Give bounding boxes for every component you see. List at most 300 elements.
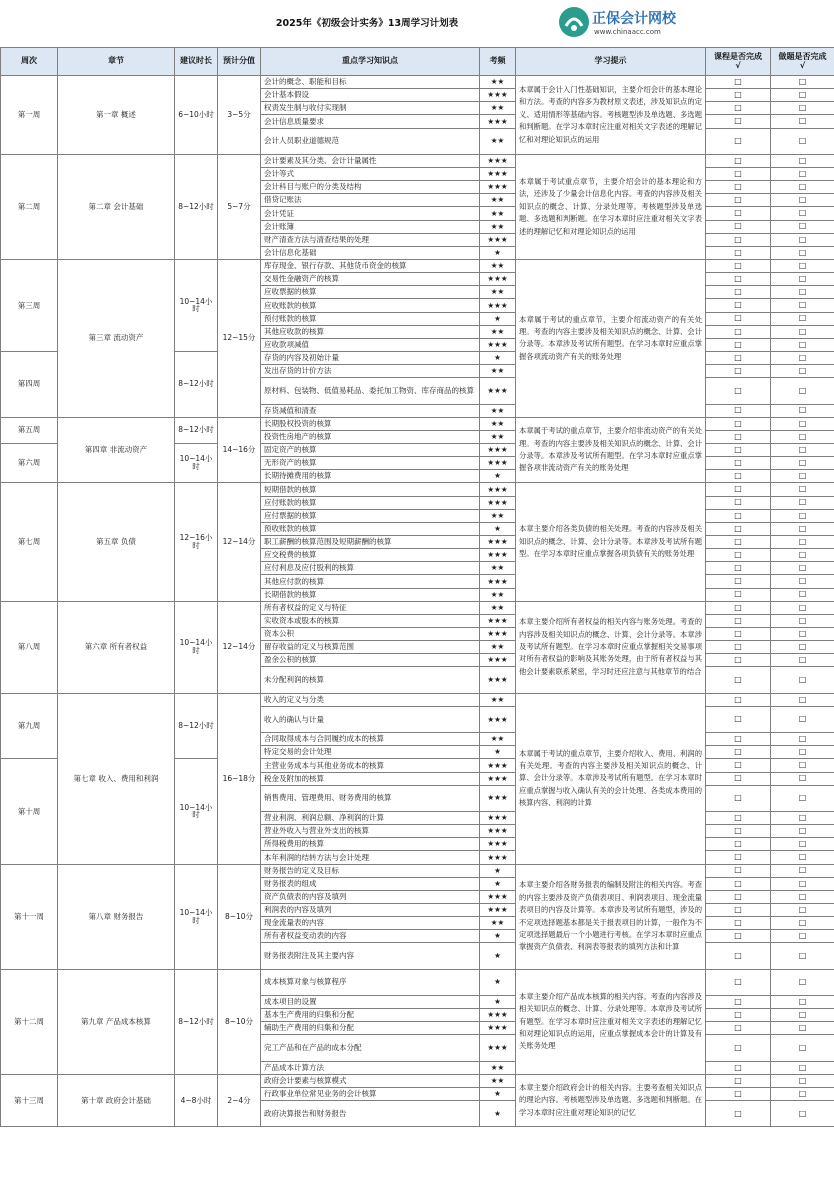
col-frequency: 考频 (480, 48, 516, 76)
exercise-done-checkbox[interactable]: □ (771, 627, 834, 640)
exercise-done-checkbox[interactable]: □ (771, 1087, 834, 1100)
course-done-checkbox[interactable]: □ (706, 969, 771, 995)
course-done-checkbox[interactable]: □ (706, 838, 771, 851)
exercise-done-checkbox[interactable]: □ (771, 825, 834, 838)
course-done-checkbox[interactable]: □ (706, 759, 771, 772)
chapter-cell: 第二章 会计基础 (58, 154, 175, 259)
exercise-done-checkbox[interactable]: □ (771, 575, 834, 588)
knowledge-point: 存货的内容及初始计量 (261, 351, 480, 364)
knowledge-point: 资本公积 (261, 627, 480, 640)
study-tip: 本章属于考试的重点章节，主要介绍流动资产的有关处理。考查的内容主要涉及相关知识点的概念、计算、会计分录等。本章涉及考试所有题型。在学习本章时应重点掌握各项流动资产有关的账务处理 (516, 259, 706, 417)
course-done-checkbox[interactable]: □ (706, 930, 771, 943)
duration-cell: 10~14小时 (175, 759, 218, 864)
score-cell: 16~18分 (218, 693, 261, 864)
frequency-stars: ★★★ (480, 903, 516, 916)
course-done-checkbox[interactable]: □ (706, 1087, 771, 1100)
check-mark: √ (799, 60, 806, 70)
course-done-checkbox[interactable]: □ (706, 168, 771, 181)
duration-cell: 8~12小时 (175, 969, 218, 1074)
course-done-checkbox[interactable]: □ (706, 746, 771, 759)
frequency-stars: ★ (480, 930, 516, 943)
course-done-checkbox[interactable]: □ (706, 443, 771, 456)
exercise-done-checkbox[interactable]: □ (771, 76, 834, 89)
brand-name: 正保会计网校 (592, 11, 676, 27)
frequency-stars: ★★★ (480, 575, 516, 588)
frequency-stars: ★★★ (480, 168, 516, 181)
knowledge-point: 销售费用、管理费用、财务费用的核算 (261, 785, 480, 811)
study-tip: 本章属于考试的重点章节，主要介绍收入、费用、利润的有关处理。考查的内容主要涉及相关知识点的概念、计算、会计分录等。本章涉及考试所有题型。在学习本章时应重点掌握与收入确认有关的会计处理、各类成本费用的核算内容、利润的计算 (516, 693, 706, 864)
knowledge-point: 盈余公积的核算 (261, 654, 480, 667)
course-done-checkbox[interactable]: □ (706, 614, 771, 627)
knowledge-point: 行政事业单位常见业务的会计核算 (261, 1087, 480, 1100)
exercise-done-checkbox[interactable]: □ (771, 496, 834, 509)
exercise-done-checkbox[interactable]: □ (771, 443, 834, 456)
course-done-checkbox[interactable]: □ (706, 378, 771, 404)
frequency-stars: ★ (480, 877, 516, 890)
course-done-checkbox[interactable]: □ (706, 312, 771, 325)
duration-cell: 12~16小时 (175, 483, 218, 601)
exercise-done-checkbox[interactable]: □ (771, 430, 834, 443)
course-done-checkbox[interactable]: □ (706, 917, 771, 930)
duration-cell: 10~14小时 (175, 443, 218, 482)
exercise-done-checkbox[interactable]: □ (771, 877, 834, 890)
frequency-stars: ★★★ (480, 1009, 516, 1022)
exercise-done-checkbox[interactable]: □ (771, 207, 834, 220)
course-done-checkbox[interactable]: □ (706, 404, 771, 417)
exercise-done-checkbox[interactable]: □ (771, 562, 834, 575)
knowledge-point: 交易性金融资产的核算 (261, 273, 480, 286)
knowledge-point: 会计基本假设 (261, 89, 480, 102)
week-cell: 第十周 (1, 759, 58, 864)
frequency-stars: ★★ (480, 194, 516, 207)
exercise-done-checkbox[interactable]: □ (771, 903, 834, 916)
exercise-done-checkbox[interactable]: □ (771, 181, 834, 194)
exercise-done-checkbox[interactable]: □ (771, 1022, 834, 1035)
course-done-checkbox[interactable]: □ (706, 509, 771, 522)
course-done-checkbox[interactable]: □ (706, 457, 771, 470)
course-done-checkbox[interactable]: □ (706, 1074, 771, 1087)
frequency-stars: ★★★ (480, 273, 516, 286)
course-done-checkbox[interactable]: □ (706, 286, 771, 299)
course-done-checkbox[interactable]: □ (706, 115, 771, 128)
knowledge-point: 无形资产的核算 (261, 457, 480, 470)
exercise-done-checkbox[interactable]: □ (771, 233, 834, 246)
frequency-stars: ★★ (480, 417, 516, 430)
course-done-checkbox[interactable]: □ (706, 273, 771, 286)
frequency-stars: ★★ (480, 430, 516, 443)
course-done-checkbox[interactable]: □ (706, 1009, 771, 1022)
course-done-checkbox[interactable]: □ (706, 325, 771, 338)
study-plan-table (0, 47, 834, 1127)
exercise-done-checkbox[interactable]: □ (771, 772, 834, 785)
course-done-checkbox[interactable]: □ (706, 483, 771, 496)
course-done-checkbox[interactable]: □ (706, 733, 771, 746)
knowledge-point: 基本生产费用的归集和分配 (261, 1009, 480, 1022)
frequency-stars: ★ (480, 246, 516, 259)
knowledge-point: 其他应收款的核算 (261, 325, 480, 338)
course-done-checkbox[interactable]: □ (706, 877, 771, 890)
brand-logo-icon (558, 6, 590, 38)
course-done-checkbox[interactable]: □ (706, 89, 771, 102)
course-done-checkbox[interactable]: □ (706, 667, 771, 693)
course-done-checkbox[interactable]: □ (706, 943, 771, 969)
col-exercise-done (771, 48, 834, 76)
chapter-cell: 第四章 非流动资产 (58, 417, 175, 483)
frequency-stars: ★★ (480, 1074, 516, 1087)
knowledge-point: 未分配利润的核算 (261, 667, 480, 693)
frequency-stars: ★ (480, 470, 516, 483)
exercise-done-checkbox[interactable]: □ (771, 338, 834, 351)
exercise-done-checkbox[interactable]: □ (771, 286, 834, 299)
course-done-checkbox[interactable]: □ (706, 430, 771, 443)
course-done-checkbox[interactable]: □ (706, 246, 771, 259)
course-done-checkbox[interactable]: □ (706, 654, 771, 667)
knowledge-point: 留存收益的定义与核算范围 (261, 641, 480, 654)
frequency-stars: ★ (480, 1101, 516, 1127)
table-row (1, 693, 834, 706)
week-cell: 第十二周 (1, 969, 58, 1074)
frequency-stars: ★ (480, 1087, 516, 1100)
course-done-checkbox[interactable]: □ (706, 995, 771, 1008)
check-mark: √ (735, 60, 741, 70)
course-done-checkbox[interactable]: □ (706, 194, 771, 207)
knowledge-point: 特定交易的会计处理 (261, 746, 480, 759)
exercise-done-checkbox[interactable]: □ (771, 890, 834, 903)
course-done-checkbox[interactable]: □ (706, 338, 771, 351)
exercise-done-checkbox[interactable]: □ (771, 706, 834, 732)
exercise-done-checkbox[interactable]: □ (771, 864, 834, 877)
score-cell: 14~16分 (218, 417, 261, 483)
course-done-checkbox[interactable]: □ (706, 851, 771, 864)
frequency-stars: ★★ (480, 325, 516, 338)
course-done-checkbox[interactable]: □ (706, 417, 771, 430)
knowledge-point: 借贷记账法 (261, 194, 480, 207)
exercise-done-checkbox[interactable]: □ (771, 273, 834, 286)
course-done-checkbox[interactable]: □ (706, 890, 771, 903)
exercise-done-checkbox[interactable]: □ (771, 601, 834, 614)
study-tip: 本章主要介绍各类负债的相关处理。考查的内容涉及相关知识点的概念、计算、会计分录等。本章涉及考试所有题型。在学习本章时应重点掌握各项负债有关的账务处理 (516, 483, 706, 601)
exercise-done-checkbox[interactable]: □ (771, 733, 834, 746)
col-exercise-done-label: 做题是否完成 (778, 52, 827, 62)
course-done-checkbox[interactable]: □ (706, 549, 771, 562)
course-done-checkbox[interactable]: □ (706, 102, 771, 115)
chapter-cell: 第一章 概述 (58, 76, 175, 155)
course-done-checkbox[interactable]: □ (706, 220, 771, 233)
frequency-stars: ★ (480, 864, 516, 877)
exercise-done-checkbox[interactable]: □ (771, 917, 834, 930)
chapter-cell: 第七章 收入、费用和利润 (58, 693, 175, 864)
course-done-checkbox[interactable]: □ (706, 864, 771, 877)
score-cell: 2~4分 (218, 1074, 261, 1127)
course-done-checkbox[interactable]: □ (706, 259, 771, 272)
knowledge-point: 收入的定义与分类 (261, 693, 480, 706)
week-cell: 第八周 (1, 601, 58, 693)
exercise-done-checkbox[interactable]: □ (771, 246, 834, 259)
knowledge-point: 应付票据的核算 (261, 509, 480, 522)
knowledge-point: 预付账款的核算 (261, 312, 480, 325)
course-done-checkbox[interactable]: □ (706, 772, 771, 785)
knowledge-point: 发出存货的计价方法 (261, 365, 480, 378)
frequency-stars: ★★★ (480, 838, 516, 851)
exercise-done-checkbox[interactable]: □ (771, 1035, 834, 1061)
course-done-checkbox[interactable]: □ (706, 575, 771, 588)
exercise-done-checkbox[interactable]: □ (771, 457, 834, 470)
course-done-checkbox[interactable]: □ (706, 562, 771, 575)
frequency-stars: ★★ (480, 128, 516, 154)
exercise-done-checkbox[interactable]: □ (771, 404, 834, 417)
course-done-checkbox[interactable]: □ (706, 693, 771, 706)
course-done-checkbox[interactable]: □ (706, 299, 771, 312)
knowledge-point: 其他应付款的核算 (261, 575, 480, 588)
frequency-stars: ★★★ (480, 443, 516, 456)
exercise-done-checkbox[interactable]: □ (771, 154, 834, 167)
knowledge-point: 应收票据的核算 (261, 286, 480, 299)
course-done-checkbox[interactable]: □ (706, 641, 771, 654)
exercise-done-checkbox[interactable]: □ (771, 168, 834, 181)
exercise-done-checkbox[interactable]: □ (771, 614, 834, 627)
exercise-done-checkbox[interactable]: □ (771, 943, 834, 969)
exercise-done-checkbox[interactable]: □ (771, 654, 834, 667)
week-cell: 第四周 (1, 351, 58, 417)
duration-cell: 8~12小时 (175, 417, 218, 443)
week-cell: 第二周 (1, 154, 58, 259)
duration-cell: 8~12小时 (175, 154, 218, 259)
exercise-done-checkbox[interactable]: □ (771, 115, 834, 128)
exercise-done-checkbox[interactable]: □ (771, 930, 834, 943)
frequency-stars: ★★★ (480, 496, 516, 509)
chapter-cell: 第六章 所有者权益 (58, 601, 175, 693)
col-chapter: 章节 (58, 48, 175, 76)
document-title: 2025年《初级会计实务》13周学习计划表 (275, 18, 459, 29)
frequency-stars: ★★★ (480, 851, 516, 864)
knowledge-point: 职工薪酬的核算范围及短期薪酬的核算 (261, 535, 480, 548)
exercise-done-checkbox[interactable]: □ (771, 259, 834, 272)
frequency-stars: ★★★ (480, 535, 516, 548)
knowledge-point: 会计信息质量要求 (261, 115, 480, 128)
score-cell: 12~15分 (218, 259, 261, 417)
table-row (1, 259, 834, 272)
exercise-done-checkbox[interactable]: □ (771, 509, 834, 522)
frequency-stars: ★★ (480, 220, 516, 233)
course-done-checkbox[interactable]: □ (706, 496, 771, 509)
exercise-done-checkbox[interactable]: □ (771, 667, 834, 693)
exercise-done-checkbox[interactable]: □ (771, 325, 834, 338)
frequency-stars: ★★ (480, 404, 516, 417)
exercise-done-checkbox[interactable]: □ (771, 759, 834, 772)
frequency-stars: ★★★ (480, 627, 516, 640)
exercise-done-checkbox[interactable]: □ (771, 995, 834, 1008)
exercise-done-checkbox[interactable]: □ (771, 746, 834, 759)
frequency-stars: ★ (480, 351, 516, 364)
frequency-stars: ★★★ (480, 154, 516, 167)
study-tip: 本章属于考试重点章节，主要介绍会计的基本理论和方法，还涉及了少量会计信息化内容。考查的内容涉及相关知识点的概念、计算、分录处理等。考核题型涉及单选题、多选题和判断题。在学习本章时应注重对相关文字表述的理解记忆和对理论知识点的运用 (516, 154, 706, 259)
course-done-checkbox[interactable]: □ (706, 785, 771, 811)
exercise-done-checkbox[interactable]: □ (771, 785, 834, 811)
exercise-done-checkbox[interactable]: □ (771, 838, 834, 851)
chapter-cell: 第十章 政府会计基础 (58, 1074, 175, 1127)
knowledge-point: 应付账款的核算 (261, 496, 480, 509)
knowledge-point: 短期借款的核算 (261, 483, 480, 496)
exercise-done-checkbox[interactable]: □ (771, 1061, 834, 1074)
week-cell: 第三周 (1, 259, 58, 351)
study-tip: 本章属于会计入门性基础知识，主要介绍会计的基本理论和方法。考查的内容多为教材原文表述，涉及知识点的定义、适用情形等基础内容。考核题型涉及单选题、多选题和判断题。在学习本章时应注重对相关文字表述的理解记忆和对理论知识点的运用 (516, 76, 706, 155)
exercise-done-checkbox[interactable]: □ (771, 378, 834, 404)
score-cell: 8~10分 (218, 864, 261, 969)
knowledge-point: 成本核算对象与核算程序 (261, 969, 480, 995)
chapter-cell: 第九章 产品成本核算 (58, 969, 175, 1074)
frequency-stars: ★★ (480, 286, 516, 299)
course-done-checkbox[interactable]: □ (706, 522, 771, 535)
knowledge-point: 政府会计要素与核算模式 (261, 1074, 480, 1087)
knowledge-point: 原材料、包装物、低值易耗品、委托加工物资、库存商品的核算 (261, 378, 480, 404)
frequency-stars: ★ (480, 522, 516, 535)
col-duration: 建议时长 (175, 48, 218, 76)
exercise-done-checkbox[interactable]: □ (771, 851, 834, 864)
course-done-checkbox[interactable]: □ (706, 535, 771, 548)
course-done-checkbox[interactable]: □ (706, 1101, 771, 1127)
exercise-done-checkbox[interactable]: □ (771, 641, 834, 654)
exercise-done-checkbox[interactable]: □ (771, 549, 834, 562)
knowledge-point: 长期股权投资的核算 (261, 417, 480, 430)
frequency-stars: ★★ (480, 562, 516, 575)
frequency-stars: ★★★ (480, 549, 516, 562)
course-done-checkbox[interactable]: □ (706, 825, 771, 838)
week-cell: 第一周 (1, 76, 58, 155)
knowledge-point: 固定资产的核算 (261, 443, 480, 456)
course-done-checkbox[interactable]: □ (706, 154, 771, 167)
knowledge-point: 政府决算报告和财务报告 (261, 1101, 480, 1127)
course-done-checkbox[interactable]: □ (706, 1035, 771, 1061)
knowledge-point: 长期待摊费用的核算 (261, 470, 480, 483)
knowledge-point: 利润表的内容及填列 (261, 903, 480, 916)
course-done-checkbox[interactable]: □ (706, 128, 771, 154)
frequency-stars: ★★ (480, 1061, 516, 1074)
exercise-done-checkbox[interactable]: □ (771, 220, 834, 233)
knowledge-point: 合同取得成本与合同履约成本的核算 (261, 733, 480, 746)
course-done-checkbox[interactable]: □ (706, 351, 771, 364)
duration-cell: 10~14小时 (175, 864, 218, 969)
course-done-checkbox[interactable]: □ (706, 470, 771, 483)
course-done-checkbox[interactable]: □ (706, 233, 771, 246)
exercise-done-checkbox[interactable]: □ (771, 522, 834, 535)
frequency-stars: ★★★ (480, 115, 516, 128)
course-done-checkbox[interactable]: □ (706, 811, 771, 824)
exercise-done-checkbox[interactable]: □ (771, 299, 834, 312)
knowledge-point: 会计的概念、职能和目标 (261, 76, 480, 89)
exercise-done-checkbox[interactable]: □ (771, 102, 834, 115)
frequency-stars: ★★★ (480, 181, 516, 194)
study-tip: 本章主要介绍各财务报表的编制及附注的相关内容。考查的内容主要涉及资产负债表项目、利润表项目、现金流量表项目的内容及计算等。本章涉及考试所有题型，涉及的不定项选择题基本都是关于报表项目的计算，一般作为不定项选择题最后一个小题进行考核。在学习本章时应重点掌握资产负债表、利润表等报表的填列方法和计算 (516, 864, 706, 969)
table-row (1, 969, 834, 995)
brand-url: www.chinaacc.com (594, 28, 661, 36)
course-done-checkbox[interactable]: □ (706, 207, 771, 220)
frequency-stars: ★★★ (480, 614, 516, 627)
study-tip: 本章主要介绍产品成本核算的相关内容。考查的内容涉及相关知识点的概念、计算、分录处理等。本章涉及考试所有题型。在学习本章时应注重对相关文字表述的理解记忆和对理论知识点的运用，应重点掌握成本会计的计算及有关账务处理 (516, 969, 706, 1074)
week-cell: 第六周 (1, 443, 58, 482)
exercise-done-checkbox[interactable]: □ (771, 417, 834, 430)
exercise-done-checkbox[interactable]: □ (771, 483, 834, 496)
knowledge-point: 财产清查方法与清查结果的处理 (261, 233, 480, 246)
course-done-checkbox[interactable]: □ (706, 1022, 771, 1035)
knowledge-point: 税金及附加的核算 (261, 772, 480, 785)
course-done-checkbox[interactable]: □ (706, 627, 771, 640)
course-done-checkbox[interactable]: □ (706, 601, 771, 614)
frequency-stars: ★ (480, 746, 516, 759)
exercise-done-checkbox[interactable]: □ (771, 312, 834, 325)
frequency-stars: ★★ (480, 641, 516, 654)
knowledge-point: 投资性房地产的核算 (261, 430, 480, 443)
frequency-stars: ★★★ (480, 811, 516, 824)
knowledge-point: 应交税费的核算 (261, 549, 480, 562)
duration-cell: 4~8小时 (175, 1074, 218, 1127)
exercise-done-checkbox[interactable]: □ (771, 470, 834, 483)
exercise-done-checkbox[interactable]: □ (771, 1074, 834, 1087)
knowledge-point: 库存现金、银行存款、其他货币资金的核算 (261, 259, 480, 272)
study-tip: 本章属于考试的重点章节，主要介绍非流动资产的有关处理。考查的内容主要涉及相关知识点的概念、计算、会计分录等。本章涉及考试所有题型。在学习本章时应重点掌握各项非流动资产有关的账务处理 (516, 417, 706, 483)
exercise-done-checkbox[interactable]: □ (771, 693, 834, 706)
chapter-cell: 第八章 财务报告 (58, 864, 175, 969)
exercise-done-checkbox[interactable]: □ (771, 365, 834, 378)
duration-cell: 8~12小时 (175, 351, 218, 417)
frequency-stars: ★★★ (480, 785, 516, 811)
exercise-done-checkbox[interactable]: □ (771, 588, 834, 601)
exercise-done-checkbox[interactable]: □ (771, 89, 834, 102)
course-done-checkbox[interactable]: □ (706, 181, 771, 194)
exercise-done-checkbox[interactable]: □ (771, 194, 834, 207)
duration-cell: 6~10小时 (175, 76, 218, 155)
frequency-stars: ★★ (480, 588, 516, 601)
course-done-checkbox[interactable]: □ (706, 76, 771, 89)
frequency-stars: ★★★ (480, 825, 516, 838)
exercise-done-checkbox[interactable]: □ (771, 535, 834, 548)
frequency-stars: ★ (480, 995, 516, 1008)
duration-cell: 8~12小时 (175, 693, 218, 759)
frequency-stars: ★★★ (480, 890, 516, 903)
knowledge-point: 资产负债表的内容及填列 (261, 890, 480, 903)
week-cell: 第五周 (1, 417, 58, 443)
frequency-stars: ★★ (480, 102, 516, 115)
col-course-done-label: 课程是否完成 (714, 52, 762, 62)
knowledge-point: 完工产品和在产品的成本分配 (261, 1035, 480, 1061)
course-done-checkbox[interactable]: □ (706, 706, 771, 732)
frequency-stars: ★★ (480, 76, 516, 89)
course-done-checkbox[interactable]: □ (706, 903, 771, 916)
score-cell: 8~10分 (218, 969, 261, 1074)
knowledge-point: 收入的确认与计量 (261, 706, 480, 732)
course-done-checkbox[interactable]: □ (706, 1061, 771, 1074)
knowledge-point: 会计人员职业道德规范 (261, 128, 480, 154)
frequency-stars: ★ (480, 943, 516, 969)
exercise-done-checkbox[interactable]: □ (771, 1009, 834, 1022)
knowledge-point: 所得税费用的核算 (261, 838, 480, 851)
exercise-done-checkbox[interactable]: □ (771, 969, 834, 995)
col-week: 周次 (1, 48, 58, 76)
exercise-done-checkbox[interactable]: □ (771, 811, 834, 824)
score-cell: 12~14分 (218, 483, 261, 601)
exercise-done-checkbox[interactable]: □ (771, 1101, 834, 1127)
frequency-stars: ★★ (480, 693, 516, 706)
course-done-checkbox[interactable]: □ (706, 588, 771, 601)
study-tip: 本章主要介绍政府会计的相关内容。主要考查相关知识点的理论内容。考核题型涉及单选题、多选题和判断题。在学习本章时应注重对理论知识的记忆 (516, 1074, 706, 1127)
course-done-checkbox[interactable]: □ (706, 365, 771, 378)
frequency-stars: ★★★ (480, 1035, 516, 1061)
exercise-done-checkbox[interactable]: □ (771, 351, 834, 364)
col-tips: 学习提示 (516, 48, 706, 76)
table-row (1, 1074, 834, 1087)
frequency-stars: ★★★ (480, 233, 516, 246)
duration-cell: 10~14小时 (175, 259, 218, 351)
exercise-done-checkbox[interactable]: □ (771, 128, 834, 154)
